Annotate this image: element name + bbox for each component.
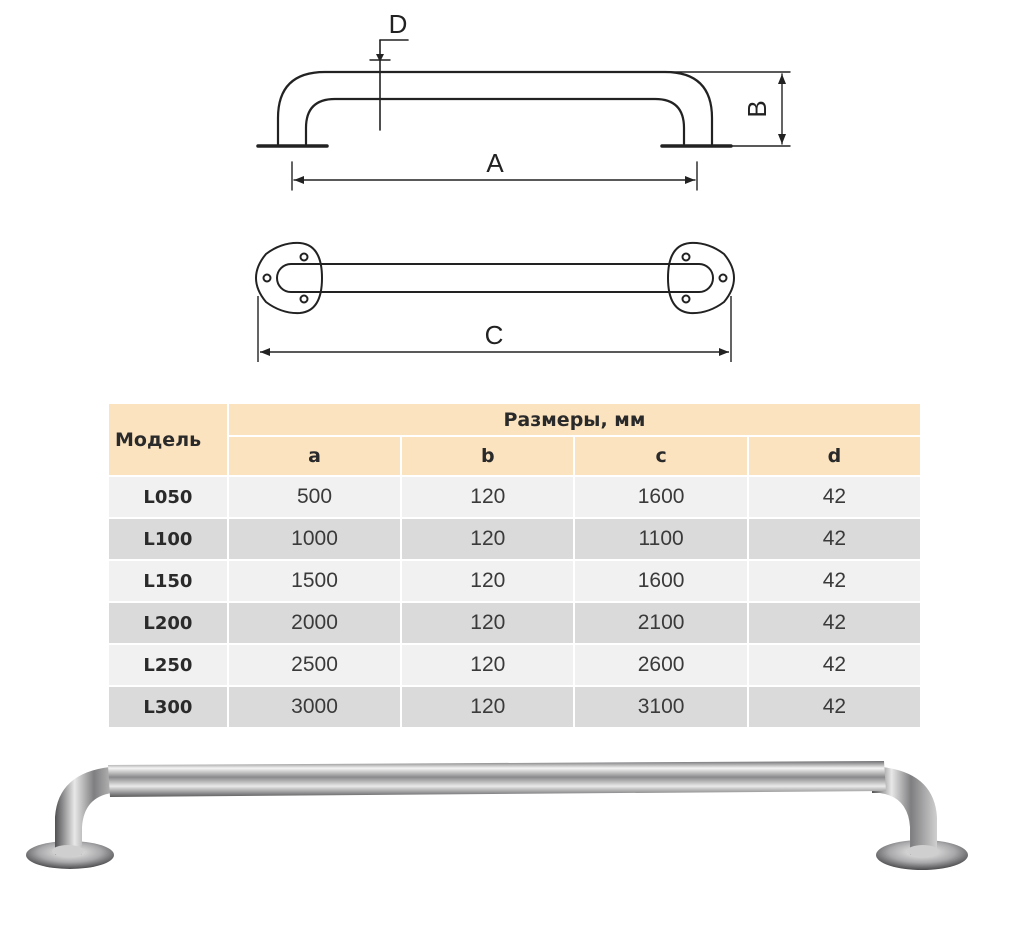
model-cell: L100 xyxy=(109,519,227,559)
value-cell: 500 xyxy=(229,477,400,517)
column-header-b: b xyxy=(402,437,573,475)
model-header: Модель xyxy=(109,404,227,475)
table-row xyxy=(109,603,920,643)
value-cell: 42 xyxy=(749,603,920,643)
value-cell: 120 xyxy=(402,477,573,517)
value-cell: 42 xyxy=(749,687,920,727)
dimensions-table xyxy=(107,402,922,729)
value-cell: 2100 xyxy=(575,603,746,643)
label-c: C xyxy=(484,320,504,350)
value-cell: 42 xyxy=(749,519,920,559)
table-row xyxy=(109,645,920,685)
label-b: B xyxy=(742,100,772,118)
side-view-drawing xyxy=(0,0,1014,200)
value-cell: 3000 xyxy=(229,687,400,727)
value-cell: 2000 xyxy=(229,603,400,643)
value-cell: 1500 xyxy=(229,561,400,601)
column-header-d: d xyxy=(749,437,920,475)
value-cell: 2600 xyxy=(575,645,746,685)
model-cell: L250 xyxy=(109,645,227,685)
column-header-c: c xyxy=(575,437,746,475)
table-row xyxy=(109,477,920,517)
value-cell: 3100 xyxy=(575,687,746,727)
value-cell: 1600 xyxy=(575,477,746,517)
value-cell: 1000 xyxy=(229,519,400,559)
dimensions-header: Размеры, мм xyxy=(229,404,920,435)
value-cell: 120 xyxy=(402,561,573,601)
value-cell: 120 xyxy=(402,603,573,643)
table-row xyxy=(109,687,920,727)
column-header-a: a xyxy=(229,437,400,475)
model-cell: L050 xyxy=(109,477,227,517)
value-cell: 42 xyxy=(749,645,920,685)
value-cell: 120 xyxy=(402,645,573,685)
value-cell: 120 xyxy=(402,519,573,559)
grab-bar-photo xyxy=(0,745,1014,920)
model-cell: L300 xyxy=(109,687,227,727)
model-cell: L200 xyxy=(109,603,227,643)
label-d: D xyxy=(388,9,408,39)
value-cell: 42 xyxy=(749,477,920,517)
label-a: A xyxy=(486,148,504,178)
model-cell: L150 xyxy=(109,561,227,601)
value-cell: 120 xyxy=(402,687,573,727)
value-cell: 1100 xyxy=(575,519,746,559)
table-row xyxy=(109,519,920,559)
value-cell: 1600 xyxy=(575,561,746,601)
value-cell: 2500 xyxy=(229,645,400,685)
table-row xyxy=(109,561,920,601)
value-cell: 42 xyxy=(749,561,920,601)
top-view-drawing xyxy=(0,200,1014,370)
